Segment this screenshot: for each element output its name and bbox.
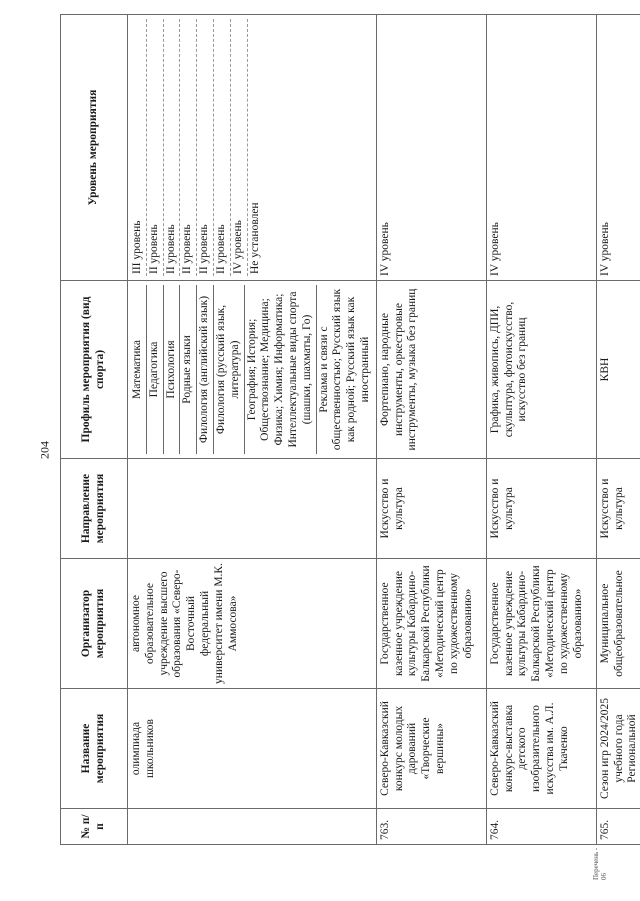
level-item: II уровень	[197, 19, 214, 276]
header-num: № п/п	[61, 809, 128, 845]
row-profiles: Графика, живопись, ДПИ, скульптура, фотоискусство, искусство без границ	[486, 281, 596, 459]
level-item: II уровень	[164, 19, 181, 276]
table-row	[596, 15, 640, 845]
header-level: Уровень мероприятия	[61, 15, 128, 281]
row-name: Северо-Кавказский конкурс-выставка детского изобразительного искусства им. А.Л. Ткаченко	[486, 689, 596, 809]
events-table	[60, 14, 640, 845]
table-row	[376, 15, 486, 845]
profile-item: Математика	[130, 285, 147, 454]
profile-item: Психология	[164, 285, 181, 454]
row-profiles: КВН	[596, 281, 640, 459]
row-direction: Искусство и культура	[486, 459, 596, 559]
table-row	[128, 15, 377, 845]
table-row	[486, 15, 596, 845]
profile-item: Филология (русский язык, литература)	[214, 285, 245, 454]
row-direction: Искусство и культура	[596, 459, 640, 559]
row-organizer: Государственное казенное учреждение культуры Кабардино-Балкарской Республики «Методический центр по художественному образованию»	[486, 559, 596, 689]
level-item: II уровень	[214, 19, 231, 276]
header-name: Название мероприятия	[61, 689, 128, 809]
level-item: II уровень	[147, 19, 164, 276]
profile-item: География; История; Обществознание; Медицина; Физика; Химия; Информатика; Интеллектуальные виды спорта (шашки, шахматы, Го)	[245, 285, 317, 454]
profile-item: Педагогика	[147, 285, 164, 454]
row-levels: IV уровень	[486, 15, 596, 281]
row-organizer: Муниципальное общеобразовательное	[596, 559, 640, 689]
header-organizer: Организатор мероприятия	[61, 559, 128, 689]
level-item: III уровень	[130, 19, 147, 276]
row-direction: Искусство и культура	[376, 459, 486, 559]
level-item: IV уровень	[231, 19, 248, 276]
footer-code: Перечень - 06	[592, 847, 608, 880]
rotated-page	[60, 15, 639, 845]
header-direction: Направление мероприятия	[61, 459, 128, 559]
row-profiles	[128, 281, 377, 459]
row-num: 765.	[596, 809, 640, 845]
page-number: 204	[37, 441, 52, 459]
profile-item: Филология (английский язык)	[197, 285, 214, 454]
table-sheet	[60, 15, 639, 845]
row-name: Сезон игр 2024/2025 учебного года Региональной	[596, 689, 640, 809]
profile-item: Реклама и связи с общественностью; Русский язык как родной; Русский язык как иностранный	[317, 288, 371, 451]
row-profiles: Фортепиано, народные инструменты, оркестровые инструменты, музыка без границ	[376, 281, 486, 459]
row-num	[128, 809, 377, 845]
row-num: 764.	[486, 809, 596, 845]
row-organizer: автономное образовательное учреждение высшего образования «Северо-Восточный федеральный университет имени М.К. Аммосова»	[128, 559, 377, 689]
header-row	[61, 15, 128, 845]
row-levels: IV уровень	[376, 15, 486, 281]
row-name: олимпиада школьников	[128, 689, 377, 809]
row-levels: IV уровень	[596, 15, 640, 281]
row-num: 763.	[376, 809, 486, 845]
profile-item: Родные языки	[180, 285, 197, 454]
row-organizer: Государственное казенное учреждение культуры Кабардино-Балкарской Республики «Методический центр по художественному образованию»	[376, 559, 486, 689]
level-item: Не установлен	[248, 202, 261, 274]
row-name: Северо-Кавказский конкурс молодых дарований «Творческие вершины»	[376, 689, 486, 809]
row-direction	[128, 459, 377, 559]
row-levels	[128, 15, 377, 281]
header-profile: Профиль мероприятия (вид спорта)	[61, 281, 128, 459]
level-item: II уровень	[180, 19, 197, 276]
